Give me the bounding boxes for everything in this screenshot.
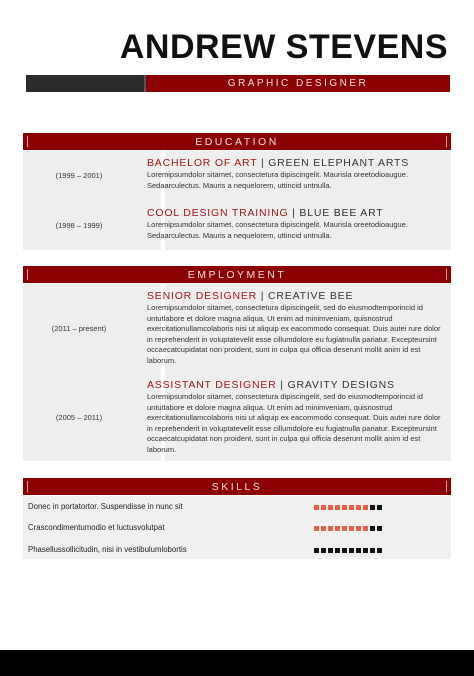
- skill-meter: [314, 526, 382, 531]
- degree: COOL DESIGN TRAINING: [147, 207, 289, 219]
- entry-date: (2005 – 2011): [55, 413, 103, 422]
- skill-dot: [356, 526, 361, 531]
- skill-dot: [321, 505, 326, 510]
- skill-dot: [328, 505, 333, 510]
- skill-dot: [349, 548, 354, 553]
- skill-dot: [349, 505, 354, 510]
- skill-dot: [335, 526, 340, 531]
- skill-dot: [356, 548, 361, 553]
- entry-description: Loremipsumdolor sitamet, consectetura dipiscingelit, sed do eiusmodtemporincid id untutlabore et dolore magna aliqua. Ut enim ad minimveniam, quisnostrud exercitationullamcolaboris nisi ut aliquip ex eacommodo consequat. Duis autei rure dolor in reprehenderit in voluptatevelit esse cillumdolore eu fugiatnulla pariatur. Excepteursint occaecatcupidatat non proident, sunt in culpa qui officia deserunt mollit anim id est laborum.: [147, 392, 441, 454]
- skill-dot: [363, 526, 368, 531]
- skill-dot: [349, 526, 354, 531]
- resume-name: ANDREW STEVENS: [119, 28, 448, 66]
- entry-date: (1999 – 2001): [55, 171, 103, 180]
- skill-dot: [370, 526, 375, 531]
- role: SENIOR DESIGNER: [147, 290, 258, 302]
- company: GRAVITY DESIGNS: [287, 379, 395, 391]
- skill-dot: [335, 505, 340, 510]
- company: CREATIVE BEE: [268, 290, 354, 302]
- entry-title: [147, 207, 384, 219]
- skill-dot: [363, 548, 368, 553]
- skill-dot: [342, 505, 347, 510]
- skills-heading: SKILLS: [23, 478, 451, 495]
- skill-dot: [314, 548, 319, 553]
- skill-label: Donec in portatortor. Suspendisse in nunc sit: [28, 502, 183, 511]
- skill-dot: [377, 526, 382, 531]
- separator: |: [257, 290, 268, 302]
- separator: |: [288, 207, 300, 219]
- skill-dot: [342, 548, 347, 553]
- footer-bar: [0, 650, 474, 676]
- entry-title: [147, 379, 395, 391]
- entry-date: (2011 – present): [51, 324, 107, 333]
- education-panel: [23, 151, 451, 250]
- entry-description: Loremipsumdolor sitamet, consectetura dipiscingelit, sed do eiusmodtemporincid id untutlabore et dolore magna aliqua. Ut enim ad minimveniam, quisnostrud exercitationullamcolaboris nisi ut aliquip ex eacommodo consequat. Duis autei rure dolor in reprehenderit in voluptatevelit esse cillumdolore eu fugiatnulla pariatur. Excepteursint occaecatcupidatat non proident, sunt in culpa qui officia deserunt mollit anim id est laborum.: [147, 303, 441, 365]
- entry-description: Loremipsumdolor sitamet, consectetura dipiscingelit. Maurisla oreetodioaugue. Sedaarculectus. Mauris a nequelorem, uttincid untnulla.: [147, 170, 408, 190]
- skill-dot: [363, 505, 368, 510]
- entry-title: [147, 290, 353, 302]
- skill-dot: [314, 505, 319, 510]
- title-bar: [26, 75, 450, 92]
- skill-label: Phasellussollicitudin, nisi in vestibulumlobortis: [28, 545, 187, 554]
- skill-dot: [314, 526, 319, 531]
- separator: |: [276, 379, 288, 391]
- education-heading: EDUCATION: [23, 133, 451, 150]
- skill-dot: [370, 505, 375, 510]
- entry-date: (1998 – 1999): [55, 221, 103, 230]
- role: ASSISTANT DESIGNER: [147, 379, 277, 391]
- skill-label: Crascondimentumodio et luctusvolutpat: [28, 523, 165, 532]
- skill-dot: [328, 548, 333, 553]
- employment-panel: [23, 284, 451, 461]
- skill-dot: [321, 548, 326, 553]
- skill-meter: [314, 548, 382, 553]
- school: BLUE BEE ART: [299, 207, 384, 219]
- school: GREEN ELEPHANT ARTS: [268, 157, 410, 169]
- entry-description: Loremipsumdolor sitamet, consectetura dipiscingelit. Maurisla oreetodioaugue. Sedaarculectus. Mauris a nequelorem, uttincid untnulla.: [147, 220, 408, 240]
- skill-dot: [328, 526, 333, 531]
- employment-heading: EMPLOYMENT: [23, 266, 451, 283]
- skill-dot: [342, 526, 347, 531]
- skill-dot: [370, 548, 375, 553]
- skill-dot: [377, 548, 382, 553]
- separator: |: [257, 157, 269, 169]
- skill-dot: [335, 548, 340, 553]
- title-bar-dark-block: [26, 75, 146, 92]
- job-title: GRAPHIC DESIGNER: [146, 75, 450, 92]
- skill-dot: [321, 526, 326, 531]
- entry-title: [147, 157, 409, 169]
- skill-meter: [314, 505, 382, 510]
- skill-dot: [356, 505, 361, 510]
- degree: BACHELOR OF ART: [147, 157, 258, 169]
- skill-dot: [377, 505, 382, 510]
